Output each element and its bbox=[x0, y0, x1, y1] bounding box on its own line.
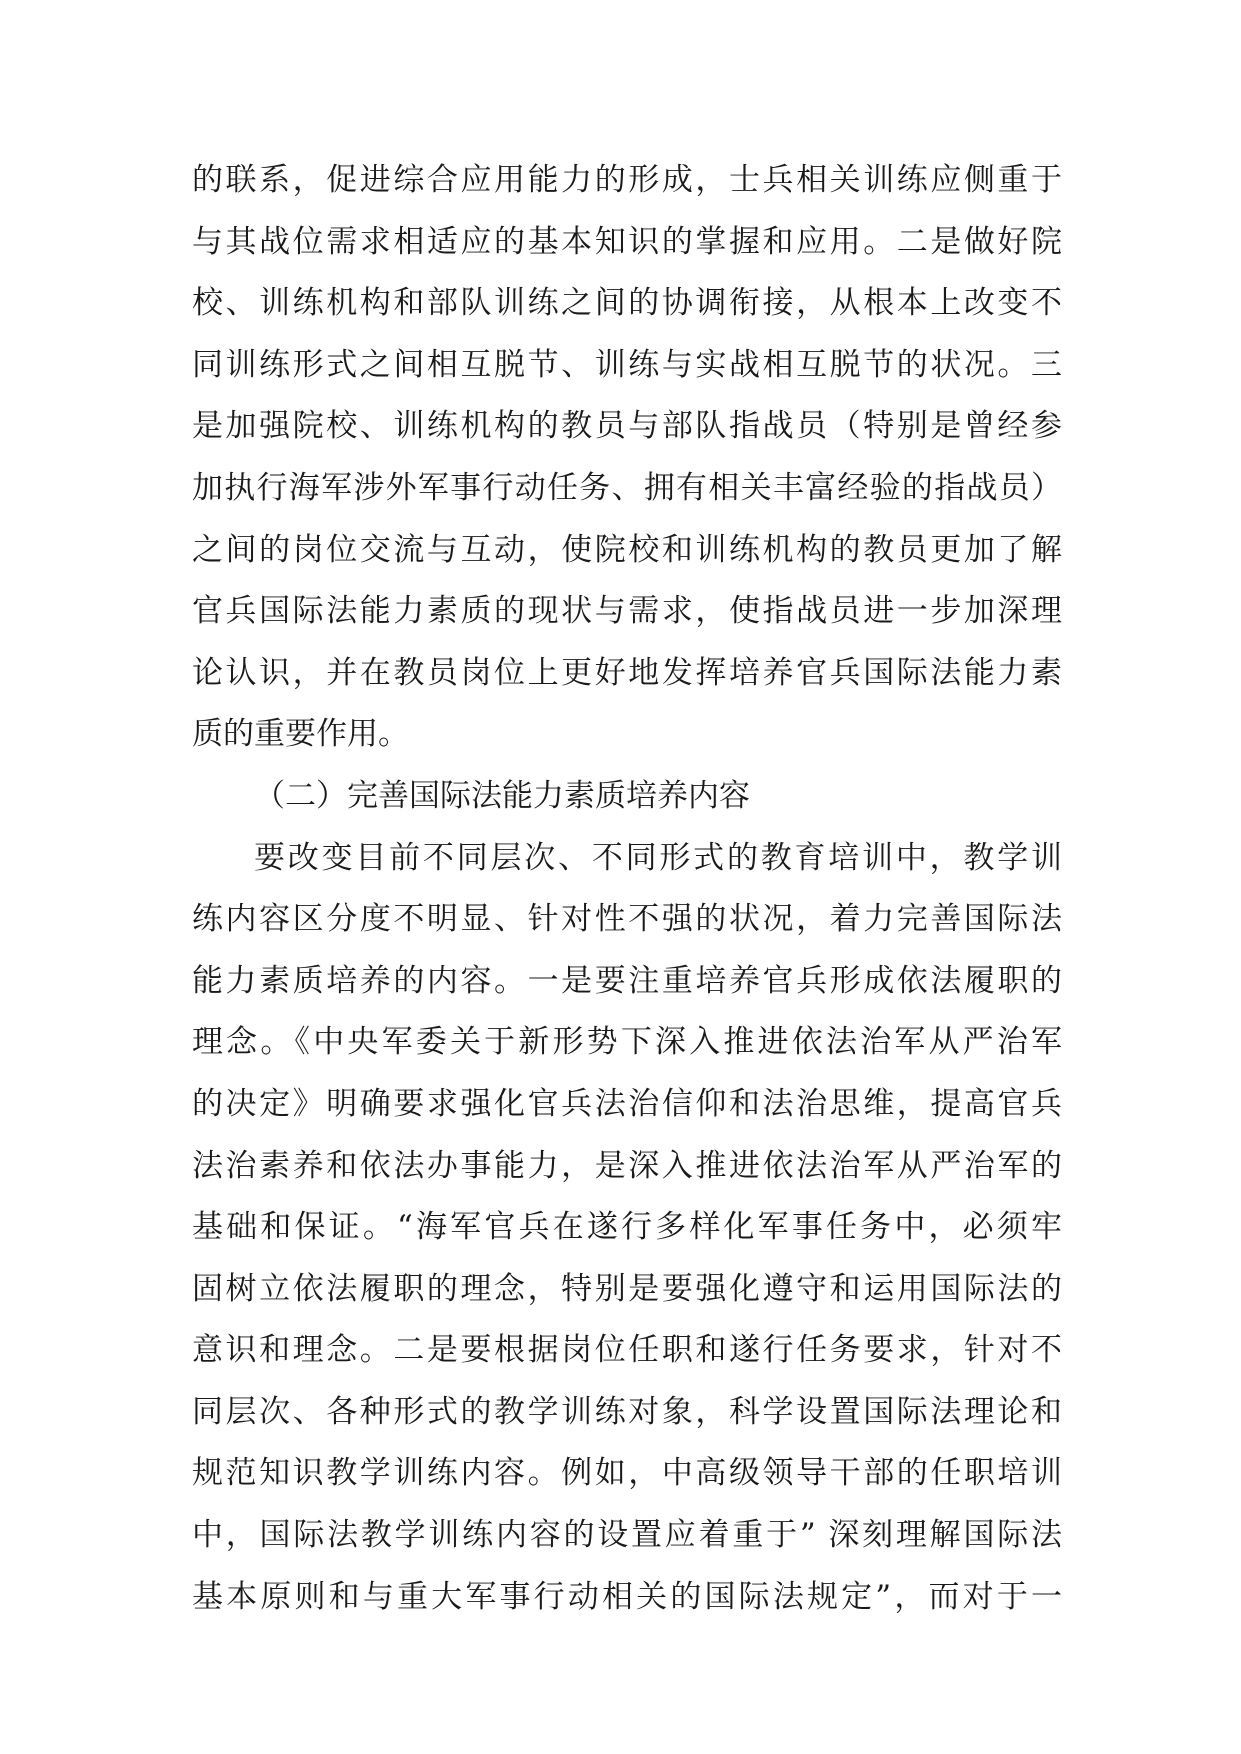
text-line: 的联系，促进综合应用能力的形成，士兵相关训练应侧重于 bbox=[192, 162, 1062, 198]
text-line: 基本原则和与重大军事行动相关的国际法规定”，而对于一 bbox=[192, 1578, 1062, 1615]
text-line: 理念。《中央军委关于新形势下深入推进依法治军从严治军 bbox=[192, 1024, 1062, 1061]
text-line: 之间的岗位交流与互动，使院校和训练机构的教员更加了解 bbox=[192, 531, 1062, 568]
text-line: 要改变目前不同层次、不同形式的教育培训中，教学训 bbox=[254, 839, 1062, 876]
text-line: 规范知识教学训练内容。例如，中高级领导干部的任职培训 bbox=[192, 1455, 1062, 1492]
text-line: 固树立依法履职的理念，特别是要强化遵守和运用国际法的 bbox=[192, 1270, 1062, 1307]
text-line: 论认识，并在教员岗位上更好地发挥培养官兵国际法能力素 bbox=[192, 654, 1062, 691]
text-line: 是加强院校、训练机构的教员与部队指战员（特别是曾经参 bbox=[192, 408, 1062, 445]
text-line: 中，国际法教学训练内容的设置应着重于” 深刻理解国际法 bbox=[192, 1517, 1062, 1554]
text-line: 校、训练机构和部队训练之间的协调衔接，从根本上改变不 bbox=[192, 285, 1062, 322]
text-line: 法治素养和依法办事能力，是深入推进依法治军从严治军的 bbox=[192, 1147, 1062, 1184]
text-line: 练内容区分度不明显、针对性不强的状况，着力完善国际法 bbox=[192, 901, 1062, 938]
text-line: 加执行海军涉外军事行动任务、拥有相关丰富经验的指战员） bbox=[192, 469, 1062, 506]
section-heading: （二）完善国际法能力素质培养内容 bbox=[254, 777, 750, 814]
text-line: 的决定》明确要求强化官兵法治信仰和法治思维，提高官兵 bbox=[192, 1085, 1062, 1122]
text-line: 基础和保证。“海军官兵在遂行多样化军事任务中，必须牢 bbox=[192, 1209, 1062, 1246]
text-line: 与其战位需求相适应的基本知识的掌握和应用。二是做好院 bbox=[192, 223, 1062, 260]
text-line: 同层次、各种形式的教学训练对象，科学设置国际法理论和 bbox=[192, 1393, 1062, 1430]
text-line: 同训练形式之间相互脱节、训练与实战相互脱节的状况。三 bbox=[192, 346, 1062, 383]
text-line: 意识和理念。二是要根据岗位任职和遂行任务要求，针对不 bbox=[192, 1332, 1062, 1369]
text-line: 质的重要作用。 bbox=[192, 716, 409, 753]
text-line: 能力素质培养的内容。一是要注重培养官兵形成依法履职的 bbox=[192, 962, 1062, 999]
body-text bbox=[192, 150, 1062, 1628]
text-line: 官兵国际法能力素质的现状与需求，使指战员进一步加深理 bbox=[192, 593, 1062, 630]
